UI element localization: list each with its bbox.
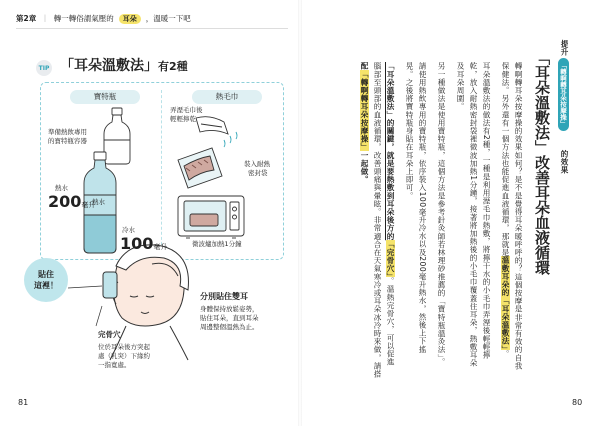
col-11-highlight: 「轉啊轉耳朵按摩操」 <box>360 70 369 152</box>
body-col-8: 晃。之後將寶特瓶身貼在耳朵上即可。 <box>405 62 414 200</box>
apply-line-2: 貼住耳朵，直到耳朵 <box>200 314 259 322</box>
hot-water-unit: 毫升 <box>81 201 96 209</box>
bottle-hot-label: 熱水 <box>92 198 105 206</box>
chapter-title-prefix: 轉一轉俗謂氣壓的 <box>53 14 114 23</box>
col-2-end: 。 <box>501 349 510 358</box>
towel-note-1: 弄溼毛巾後 <box>170 106 203 114</box>
body-col-1: 轉啊轉耳朵按摩操的效果如何？是不是覺得耳朵暖呼呼的？這個按摩是非常有效的自我 <box>514 62 523 370</box>
col-9-highlight: 「完骨穴」 <box>386 240 395 277</box>
bottle-note-2: 的寶特瓶容器 <box>48 137 87 145</box>
apply-title: 分別貼住雙耳 <box>200 292 248 301</box>
cold-water-amount <box>120 234 167 253</box>
microwave-illustration <box>178 196 244 238</box>
body-col-11 <box>358 62 371 184</box>
body-col-10: 腦部至頭部的血液循環，改善頭痛與暈眩。非常適合在天氣寒冷或耳朵冰冷時來做，請搭 <box>373 62 382 378</box>
body-col-5: 及耳朵周圍。 <box>456 62 465 111</box>
body-col-9 <box>384 62 397 366</box>
title-main: 耳朵溫敷法 <box>74 58 144 74</box>
tip-badge: TIP <box>36 60 52 76</box>
bubble-line-2: 這裡！ <box>34 281 58 290</box>
hot-water-label: 熱水 <box>55 184 68 192</box>
point-line-1: 位於耳朵後方突起 <box>98 343 150 351</box>
bag-note-2: 密封袋 <box>248 169 268 177</box>
col-11-start: 配 <box>360 62 369 71</box>
body-col-2 <box>499 62 512 358</box>
point-line-2: 處（乳突）下緣約 <box>98 352 150 360</box>
attach-here-bubble <box>24 258 68 302</box>
lead-highlight-tag: 「轉啊轉耳朵按摩操」 <box>558 58 569 131</box>
empty-bottle-illustration <box>104 108 130 164</box>
left-page-number: 81 <box>18 398 29 407</box>
title-rest: 改善耳朵血液循環 <box>533 155 551 275</box>
body-col-4: 乾，放入耐熱密封袋裡微波加熱1分鐘，接著將加熱後的小毛巾覆蓋住耳朵，熱敷耳朵 <box>469 62 478 368</box>
bottle-note-1: 準備熱飲專用 <box>48 128 87 136</box>
point-line-3: 一指寬處。 <box>98 361 131 369</box>
apply-line-3: 周邊整個溫熱為止。 <box>200 323 259 331</box>
lead-tail: 的效果 <box>560 150 569 174</box>
bottle-method-tag: 寶特瓶 <box>70 90 140 104</box>
col-9-key: 「耳朵溫敷法」的關鍵，就是要熱敷到耳朵後方的 <box>386 62 395 241</box>
hot-water-number: 200 <box>48 192 82 211</box>
hot-water-amount <box>48 192 95 211</box>
title-open-quote: 「 <box>60 58 74 74</box>
col-2-highlight: 溫敷耳朵的「耳朵溫敷法」 <box>501 256 510 350</box>
apply-line-1: 身體保持放鬆姿勢， <box>200 305 259 313</box>
point-title: 完骨穴 <box>98 330 121 339</box>
bag-note-1: 裝入耐熱 <box>244 160 270 168</box>
towel-illustration <box>196 117 237 147</box>
chapter-ear-badge: 耳朵 <box>119 14 141 24</box>
towel-method-tag: 熱毛巾 <box>192 90 262 104</box>
title-close-quote: 」 <box>144 58 158 74</box>
section-lead <box>558 40 571 56</box>
cold-water-number: 100 <box>120 234 154 253</box>
col-2-text: 保健法。另外還有一個方法也能促進血液循環，那就是 <box>501 62 510 257</box>
col-11-end: 一起做。 <box>360 151 369 184</box>
sealed-bag-illustration <box>178 148 222 188</box>
chapter-label: 第2章 <box>16 14 37 23</box>
cold-water-label: 冷水 <box>122 226 135 234</box>
towel-note-2: 輕輕擰乾 <box>170 115 196 123</box>
title-quote: 「耳朵溫敷法」 <box>533 50 551 155</box>
title-count: 有2種 <box>158 60 188 73</box>
chapter-title-suffix: ，溫暖一下吧 <box>145 14 191 23</box>
body-col-6: 另一種做法是使用寶特瓶，這個方法是參考針灸師若林理砂推薦的「寶特瓶溫灸法」。 <box>437 62 446 366</box>
lead-text: 提升 <box>560 40 569 56</box>
cold-water-unit: 毫升 <box>153 243 168 251</box>
microwave-note: 微波爐加熱1分鐘 <box>192 240 242 248</box>
body-col-3: 耳朵溫敷法的做法有2種，一種是利用溼毛巾熱敷，將擰干水的小毛巾弄溼後輕輕擰 <box>482 62 491 359</box>
right-page-title <box>532 50 552 275</box>
body-col-7: 請使用熱飲專用的寶特瓶，依序裝入100毫升冷水以及200毫升熱水，然後上下搖 <box>418 62 427 354</box>
right-page-number: 80 <box>572 398 583 407</box>
header-separator: ｜ <box>41 14 49 23</box>
col-9-end: 。溫熱完骨穴，可以促進 <box>386 276 395 367</box>
bubble-line-1: 貼住 <box>38 270 54 279</box>
right-page <box>300 0 600 426</box>
